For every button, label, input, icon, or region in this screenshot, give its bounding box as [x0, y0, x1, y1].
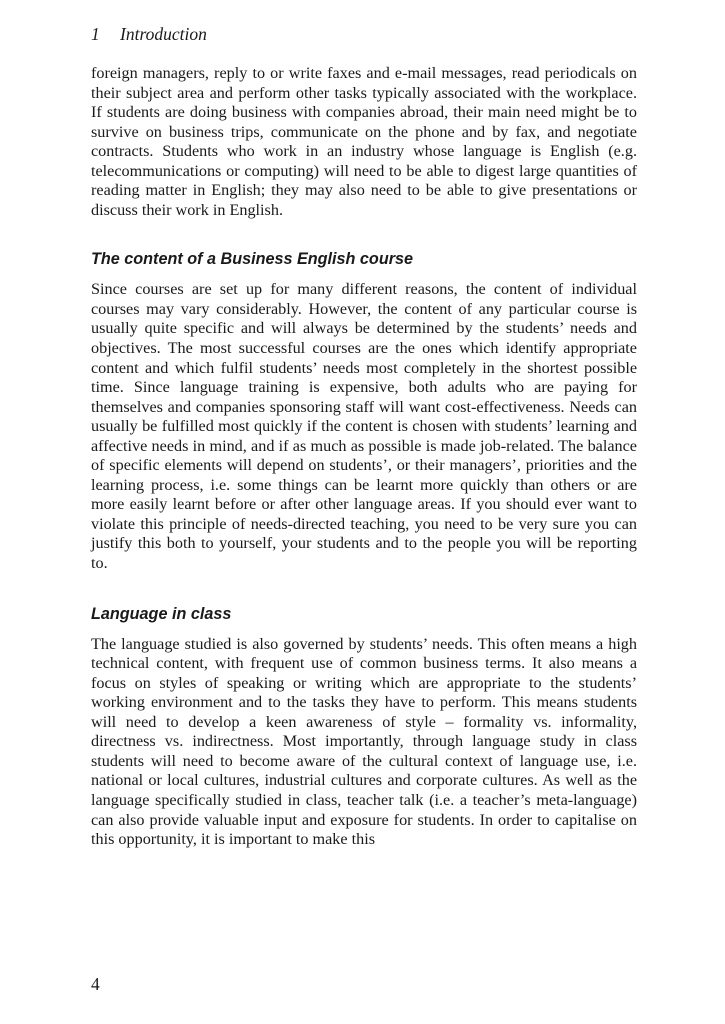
page — [91, 22, 637, 1012]
running-head-chapter-title: Introduction — [120, 24, 207, 44]
page-number: 4 — [91, 974, 100, 994]
body-paragraph: The language studied is also governed by students’ needs. This often means a high technical content, with frequent use of common business terms. It also means a focus on styles of speaking or writing which are appropriate to the students’ working environment and to the tasks they have to perform. This means students will need to develop a keen awareness of style – formality vs. informality, directness vs. indirectness. Most importantly, through language study in class students will need to become aware of the cultural context of language use, i.e. national or local cultures, industrial cultures and corporate cultures. As well as the language specifically studied in class, teacher talk (i.e. a teacher’s meta-language) can also provide valuable input and exposure for students. In order to capitalise on this opportunity, it is important to make this — [91, 634, 637, 849]
running-head — [91, 22, 637, 46]
body-paragraph: Since courses are set up for many different reasons, the content of individual courses may vary considerably. However, the content of any particular course is usually quite specific and will always be determined by the students’ needs and objectives. The most successful courses are the ones which identify appropriate content and which fulfil students’ needs most completely in the shortest possible time. Since language training is expensive, both adults who are paying for themselves and companies sponsoring staff will want cost-effectiveness. Needs can usually be fulfilled most quickly if the content is chosen with students’ learning and affective needs in mind, and if as much as possible is made job-related. The balance of specific elements will depend on students’, or their managers’, priorities and the learning process, i.e. some things can be learnt more quickly than others or are more easily learnt before or after other language areas. If you should ever want to violate this principle of needs-directed teaching, you need to be very sure you can justify this both to yourself, your students and to the people you will be reporting to. — [91, 280, 637, 573]
section-heading-language: Language in class — [91, 604, 232, 623]
body-paragraph: foreign managers, reply to or write faxes and e-mail messages, read periodicals on their subject area and perform other tasks typically associated with the workplace. If students are doing business with companies abroad, their main need might be to survive on business trips, communicate on the phone and by fax, and negotiate contracts. Students who work in an industry whose language is English (e.g. telecommunications or computing) will need to be able to digest large quantities of reading matter in English; they may also need to be able to give presentations or discuss their work in English. — [91, 64, 637, 219]
section-heading-content: The content of a Business English course — [91, 250, 414, 269]
running-head-chapter-number: 1 — [91, 24, 100, 44]
